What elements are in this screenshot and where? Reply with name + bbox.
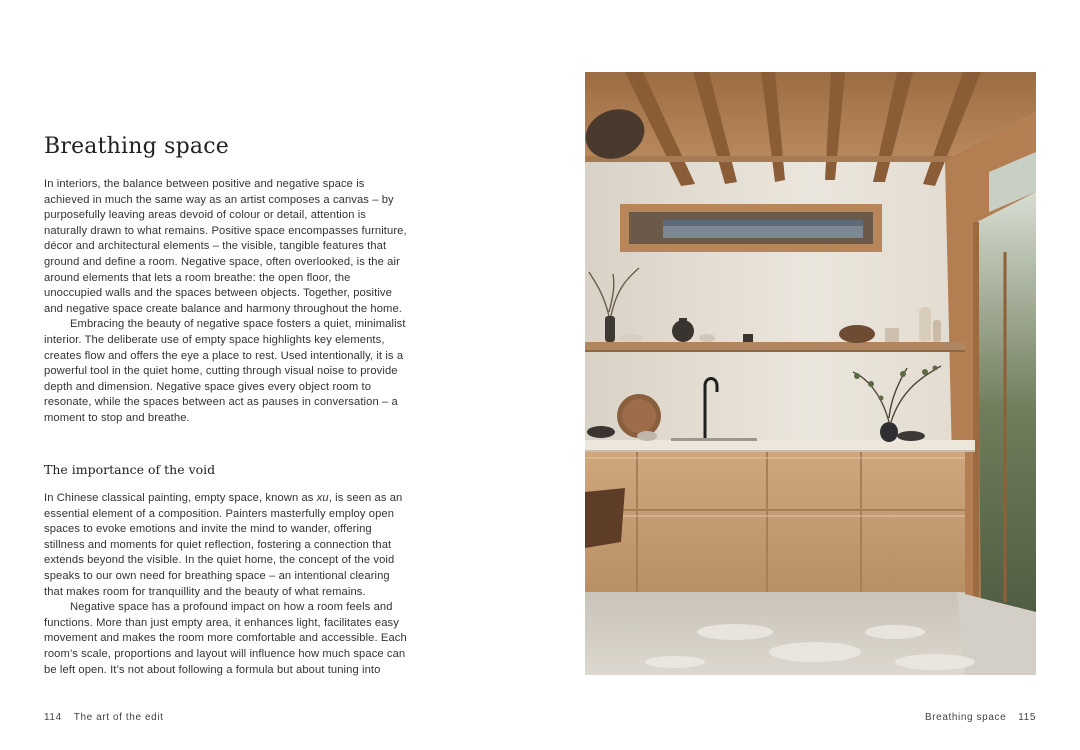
section-void (44, 491, 410, 678)
kitchen-photo (585, 72, 1036, 675)
paragraph (44, 491, 410, 600)
italic-term: xu (316, 492, 329, 504)
section-intro (44, 177, 410, 427)
page-number: 114 (44, 712, 62, 723)
right-page (540, 0, 1080, 750)
running-head: The art of the edit (73, 712, 164, 723)
paragraph-text: In Chinese classical painting, empty space, known as (44, 492, 317, 504)
page-title: Breathing space (44, 134, 229, 159)
right-footer (925, 712, 1036, 723)
paragraph-text: , is seen as an essential element of a composition. Painters masterfully employ open spaces to evoke emotions and invite the mind to wander, offering stillness and moments for quiet reflection, fostering a connection that extends beyond the visible. In the quiet home, the concept of the void speaks to our own need for breathing space – an intentional clearing that makes room for tranquillity and the beauty of what remains. (44, 492, 403, 598)
running-head: Breathing space (924, 712, 1007, 723)
paragraph: In interiors, the balance between positive and negative space is achieved in much the same way as an artist composes a canvas – by purposefully leaving areas devoid of colour or detail, attention is naturally drawn to what remains. Positive space encompasses furniture, décor and architectural elements – the visible, tangible features that ground and define a room. Negative space, often overlooked, is the air around elements that lets a room breathe: the open floor, the unoccupied walls and the spaces between objects. Together, positive and negative space create balance and harmony throughout the home. (44, 178, 407, 315)
paragraph: Embracing the beauty of negative space fosters a quiet, minimalist interior. The deliberate use of empty space highlights key elements, creates flow and offers the eye a place to rest. Used intentionally, it is a powerful tool in the quiet home, cutting through visual noise to provide depth and dimension. Negative space gives every object room to resonate, while the spaces between act as pauses in conversation – a moment to stop and breathe. (44, 318, 406, 424)
page-number: 115 (1018, 712, 1036, 723)
section-subheading: The importance of the void (44, 462, 216, 477)
paragraph: Negative space has a profound impact on how a room feels and functions. More than just empty area, it enhances light, facilitates easy movement and makes the room more comfortable and accessible. Each room’s scale, proportions and layout will influence how much space can be left open. It’s not about following a formula but about tuning into (44, 601, 407, 676)
left-footer (44, 712, 164, 723)
